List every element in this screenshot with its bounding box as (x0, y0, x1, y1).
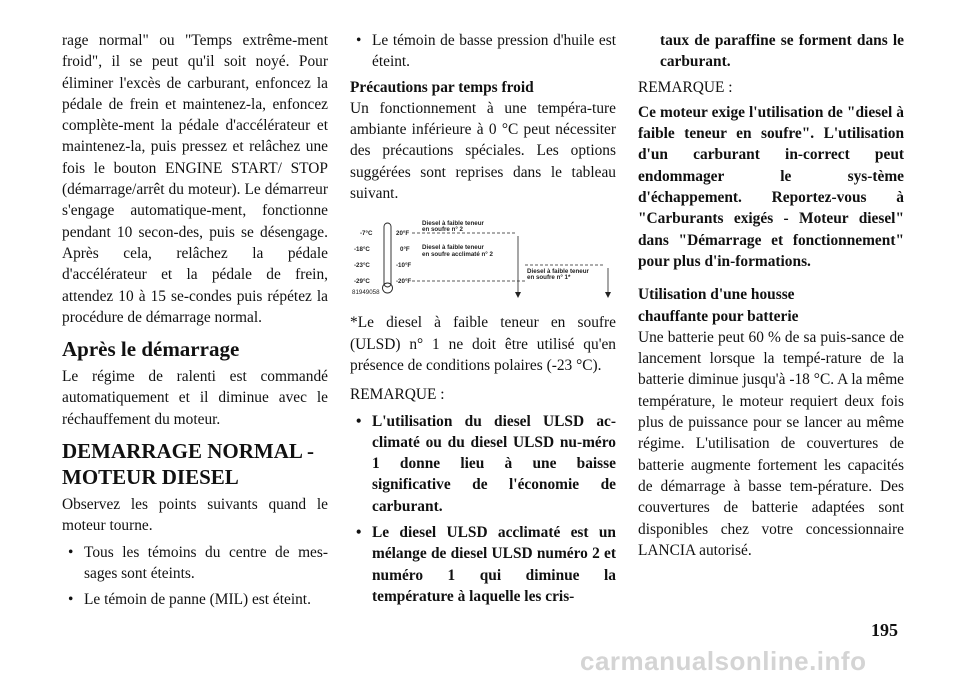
temp-c-1: -7°C (360, 230, 373, 237)
temp-f-1: 20°F (396, 230, 410, 237)
paragraph-battery-cover: Une batterie peut 60 % de sa puis-sance de lancement lorsque la tempé-rature de la batterie diminue jusqu'à -18 °C. A la même température, le moteur requiert deux fois plus de puissance pour se lancer au même régime. L'utilisation de couvertures de batterie augmente fortement les capacités de démarrage à basse tem-pérature. Des couvertures de batterie adaptées sont disponibles chez votre concessionnaire LANCIA autorisé. (638, 328, 904, 559)
temp-c-4: -29°C (354, 278, 370, 285)
arrow-acclimated-head (515, 292, 521, 298)
heading-line-1: Utilisation d'une housse (638, 286, 795, 304)
remark-label: REMARQUE : (350, 386, 445, 404)
heading-battery-cover (638, 284, 904, 327)
page-number: 195 (871, 620, 898, 640)
remark-label: REMARQUE : (638, 78, 733, 96)
bullet-fuel-economy: • L'utilisation du diesel ULSD ac-climaté ou du diesel ULSD nu-méro 1 donne lieu à une baisse significative de l'économie de carburant. (350, 411, 616, 517)
figure-code: 81949058 (352, 289, 380, 296)
continued-bullet-text: taux de paraffine se forment dans le carburant. (660, 32, 904, 71)
temp-c-3: -23°C (354, 262, 370, 269)
watermark-text: carmanualsonline.info (580, 646, 867, 676)
bullet-acclimated-blend: • Le diesel ULSD acclimaté est un mélange de diesel ULSD numéro 2 et numéro 1 qui diminue la température à laquelle les cris- (350, 522, 616, 607)
column-left (62, 30, 328, 611)
fuel-label-1b: en soufre n° 2 (422, 226, 463, 233)
bullet-mil: • Le témoin de panne (MIL) est éteint. (62, 589, 328, 610)
fuel-label-2a: Diesel à faible teneur (422, 244, 484, 251)
heading-line-2: chauffante pour batterie (638, 307, 799, 325)
heading-cold-weather: Précautions par temps froid (350, 78, 534, 96)
arrow-no1-head (605, 292, 611, 298)
bullet-message-center: • Tous les témoins du centre de mes-sages sont éteints. (62, 542, 328, 585)
paragraph-idle: Le régime de ralenti est commandé automatiquement et il diminue avec le réchauffement du moteur. (62, 368, 328, 428)
paragraph-ulsd-note: *Le diesel à faible teneur en soufre (ULSD) n° 1 ne doit être utilisé qu'en présence de conditions polaires (-23 °C). (350, 314, 616, 374)
heading-normal-start-diesel (62, 438, 328, 490)
thermometer-tube (384, 223, 391, 287)
diesel-temperature-chart (350, 220, 616, 300)
heading-after-start: Après le démarrage (62, 337, 240, 362)
column-middle (350, 30, 616, 607)
column-right (638, 30, 904, 561)
fuel-label-3a: Diesel à faible teneur (527, 268, 589, 275)
temp-c-2: -18°C (354, 246, 370, 253)
temp-f-3: -10°F (396, 262, 412, 269)
paragraph-observe: Observez les points suivants quand le moteur tourne. (62, 496, 328, 535)
fuel-label-1a: Diesel à faible teneur (422, 220, 484, 227)
paragraph-flood-procedure: rage normal" ou "Temps extrême-ment froid", il se peut qu'il soit noyé. Pour éliminer l'excès de carburant, enfoncez la pédale de frein et maintenez-la, enfoncez complète-ment la pédale d'accélérateur et maintenez-la, puis pressez et relâchez une fois le bouton ENGINE START/ STOP (démarrage/arrêt du moteur). Le démarreur s'engage automatique-ment, fonctionne pendant 10 secon-des, puis se désengage. Après cela, relâchez la pédale d'accélérateur et la pédale de frein, attendez 10 à 15 se-condes puis répétez la procédure de démarrage normal. (62, 32, 328, 326)
paragraph-cold-weather: Un fonctionnement à une tempéra-ture ambiante inférieure à 0 °C peut nécessiter des précautions spéciales. Les options suggérées sont reprises dans le tableau suivant. (350, 99, 616, 203)
temp-f-2: 0°F (400, 246, 410, 253)
heading-line-2: MOTEUR DIESEL (62, 465, 239, 490)
paragraph-low-sulfur-requirement: Ce moteur exige l'utilisation de "diesel à faible teneur en soufre". L'utilisation d'un carburant in-correct peut endommager le sys-tème d'échappement. Reportez-vous à "Carburants exigés - Moteur diesel" dans "Démarrage et fonctionnement" pour plus d'in-formations. (638, 103, 904, 270)
heading-line-1: DEMARRAGE NORMAL - (62, 439, 314, 464)
thermometer-bulb (383, 283, 393, 293)
bullet-oil-pressure: • Le témoin de basse pression d'huile est éteint. (350, 30, 616, 73)
fuel-label-3b: en soufre n° 1* (527, 274, 571, 281)
temp-f-4: -20°F (396, 278, 412, 285)
fuel-label-2b: en soufre acclimaté n° 2 (422, 251, 493, 258)
